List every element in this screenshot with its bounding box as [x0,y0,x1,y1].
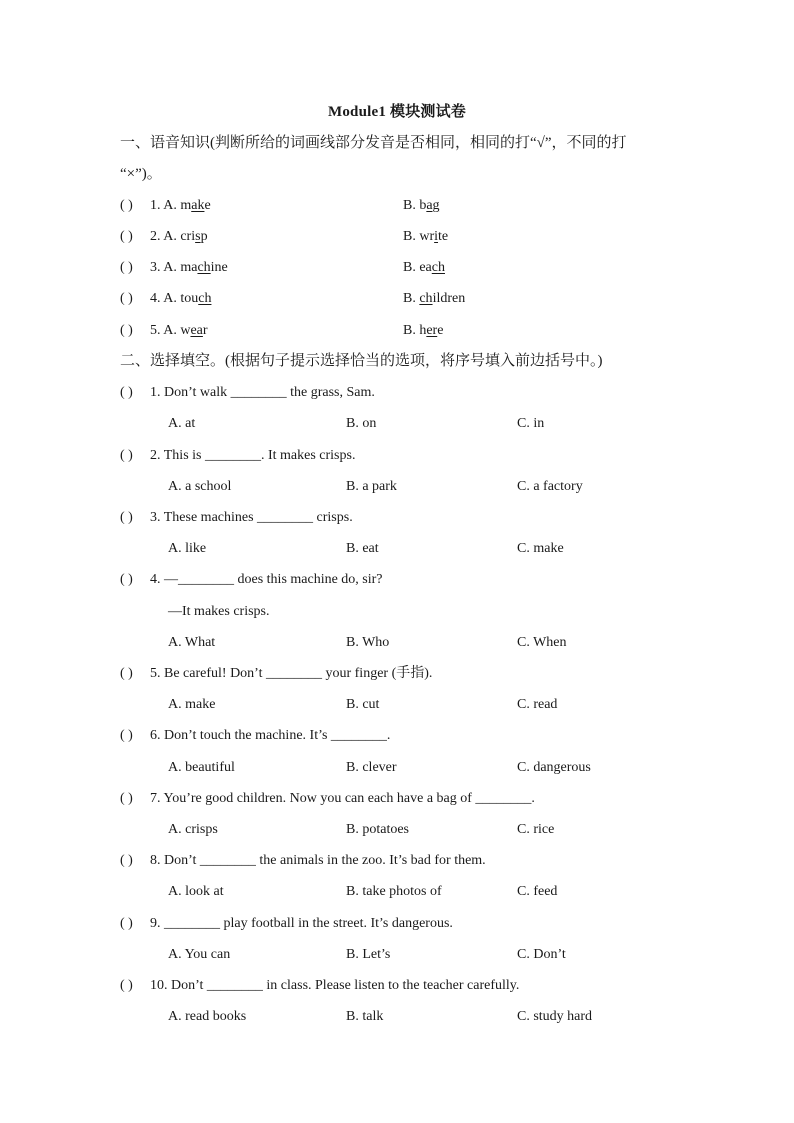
answer-blank[interactable]: ( ) [120,385,133,400]
option-b: B. take photos of [346,884,442,899]
question-row [120,788,680,810]
question-text: 9. ________ play football in the street. It’s dangerous. [150,916,453,931]
option-c: C. make [517,541,564,556]
option-b: B. eat [346,541,379,556]
option-c: C. in [517,416,545,431]
phonics-item [120,288,680,310]
answer-blank[interactable]: ( ) [120,198,133,213]
section2-heading: 二、选择填空。(根据句子提示选择恰当的选项，将序号填入前边括号中。) [120,353,603,369]
phonics-option-b: B. write [403,229,449,244]
option-a: A. a school [168,479,232,494]
option-b: B. clever [346,760,397,775]
question-text: 6. Don’t touch the machine. It’s ________. [150,728,391,743]
answer-blank[interactable]: ( ) [120,791,133,806]
options-row [120,944,680,966]
phonics-option-a: 2. A. crisp [150,229,208,244]
options-row [120,819,680,841]
phonics-item [120,257,680,279]
option-b: B. cut [346,697,380,712]
answer-blank[interactable]: ( ) [120,291,133,306]
answer-blank[interactable]: ( ) [120,666,133,681]
answer-blank[interactable]: ( ) [120,916,133,931]
question-text: 5. Be careful! Don’t ________ your finger (手指). [150,666,433,681]
page-title: Module1 模块测试卷 [327,104,467,120]
answer-blank[interactable]: ( ) [120,510,133,525]
option-a: A. You can [168,947,231,962]
options-row [120,694,680,716]
answer-blank[interactable]: ( ) [120,978,133,993]
answer-blank[interactable]: ( ) [120,229,133,244]
option-c: C. rice [517,822,555,837]
question-row [120,445,680,467]
question-text: 8. Don’t ________ the animals in the zoo. It’s bad for them. [150,853,486,868]
answer-blank[interactable]: ( ) [120,448,133,463]
question-row [120,725,680,747]
section1-heading-line1: 一、语音知识(判断所给的词画线部分发音是否相同，相同的打“√”，不同的打 [120,135,627,151]
option-c: C. study hard [517,1009,593,1024]
option-c: C. When [517,635,567,650]
option-b: B. talk [346,1009,384,1024]
options-row [120,413,680,435]
question-text: 2. This is ________. It makes crisps. [150,448,356,463]
section1-heading-line2: “×”)。 [120,166,162,182]
option-c: C. Don’t [517,947,566,962]
phonics-option-b: B. children [403,291,466,306]
question-text: 7. You’re good children. Now you can each have a bag of ________. [150,791,535,806]
question-row [120,850,680,872]
answer-line: —It makes crisps. [168,604,270,619]
phonics-option-a: 5. A. wear [150,323,208,338]
question-row [120,975,680,997]
question-text: 3. These machines ________ crisps. [150,510,353,525]
option-a: A. beautiful [168,760,235,775]
question-row [120,663,680,685]
options-row [120,757,680,779]
question-row-continued [120,601,680,623]
option-b: B. on [346,416,377,431]
section1-heading [120,128,680,190]
option-b: B. a park [346,479,397,494]
question-text: 1. Don’t walk ________ the grass, Sam. [150,385,375,400]
option-a: A. look at [168,884,224,899]
question-row [120,913,680,935]
option-b: B. potatoes [346,822,409,837]
options-row [120,881,680,903]
option-c: C. feed [517,884,558,899]
answer-blank[interactable]: ( ) [120,853,133,868]
answer-blank[interactable]: ( ) [120,728,133,743]
option-c: C. a factory [517,479,583,494]
option-b: B. Let’s [346,947,391,962]
option-a: A. crisps [168,822,218,837]
option-a: A. read books [168,1009,247,1024]
phonics-option-a: 4. A. touch [150,291,212,306]
option-a: A. like [168,541,207,556]
option-c: C. read [517,697,558,712]
question-row [120,507,680,529]
answer-blank[interactable]: ( ) [120,572,133,587]
question-text: 4. —________ does this machine do, sir? [150,572,383,587]
phonics-item [120,195,680,217]
option-c: C. dangerous [517,760,591,775]
question-row [120,569,680,591]
options-row [120,1006,680,1028]
phonics-option-a: 1. A. make [150,198,211,213]
phonics-option-b: B. each [403,260,445,275]
option-a: A. at [168,416,196,431]
options-row [120,476,680,498]
options-row [120,632,680,654]
options-row [120,538,680,560]
answer-blank[interactable]: ( ) [120,260,133,275]
option-b: B. Who [346,635,390,650]
question-text: 10. Don’t ________ in class. Please listen to the teacher carefully. [150,978,520,993]
phonics-item [120,320,680,342]
answer-blank[interactable]: ( ) [120,323,133,338]
phonics-option-b: B. bag [403,198,440,213]
option-a: A. What [168,635,216,650]
question-row [120,382,680,404]
phonics-item [120,226,680,248]
phonics-option-a: 3. A. machine [150,260,228,275]
phonics-option-b: B. here [403,323,444,338]
option-a: A. make [168,697,216,712]
